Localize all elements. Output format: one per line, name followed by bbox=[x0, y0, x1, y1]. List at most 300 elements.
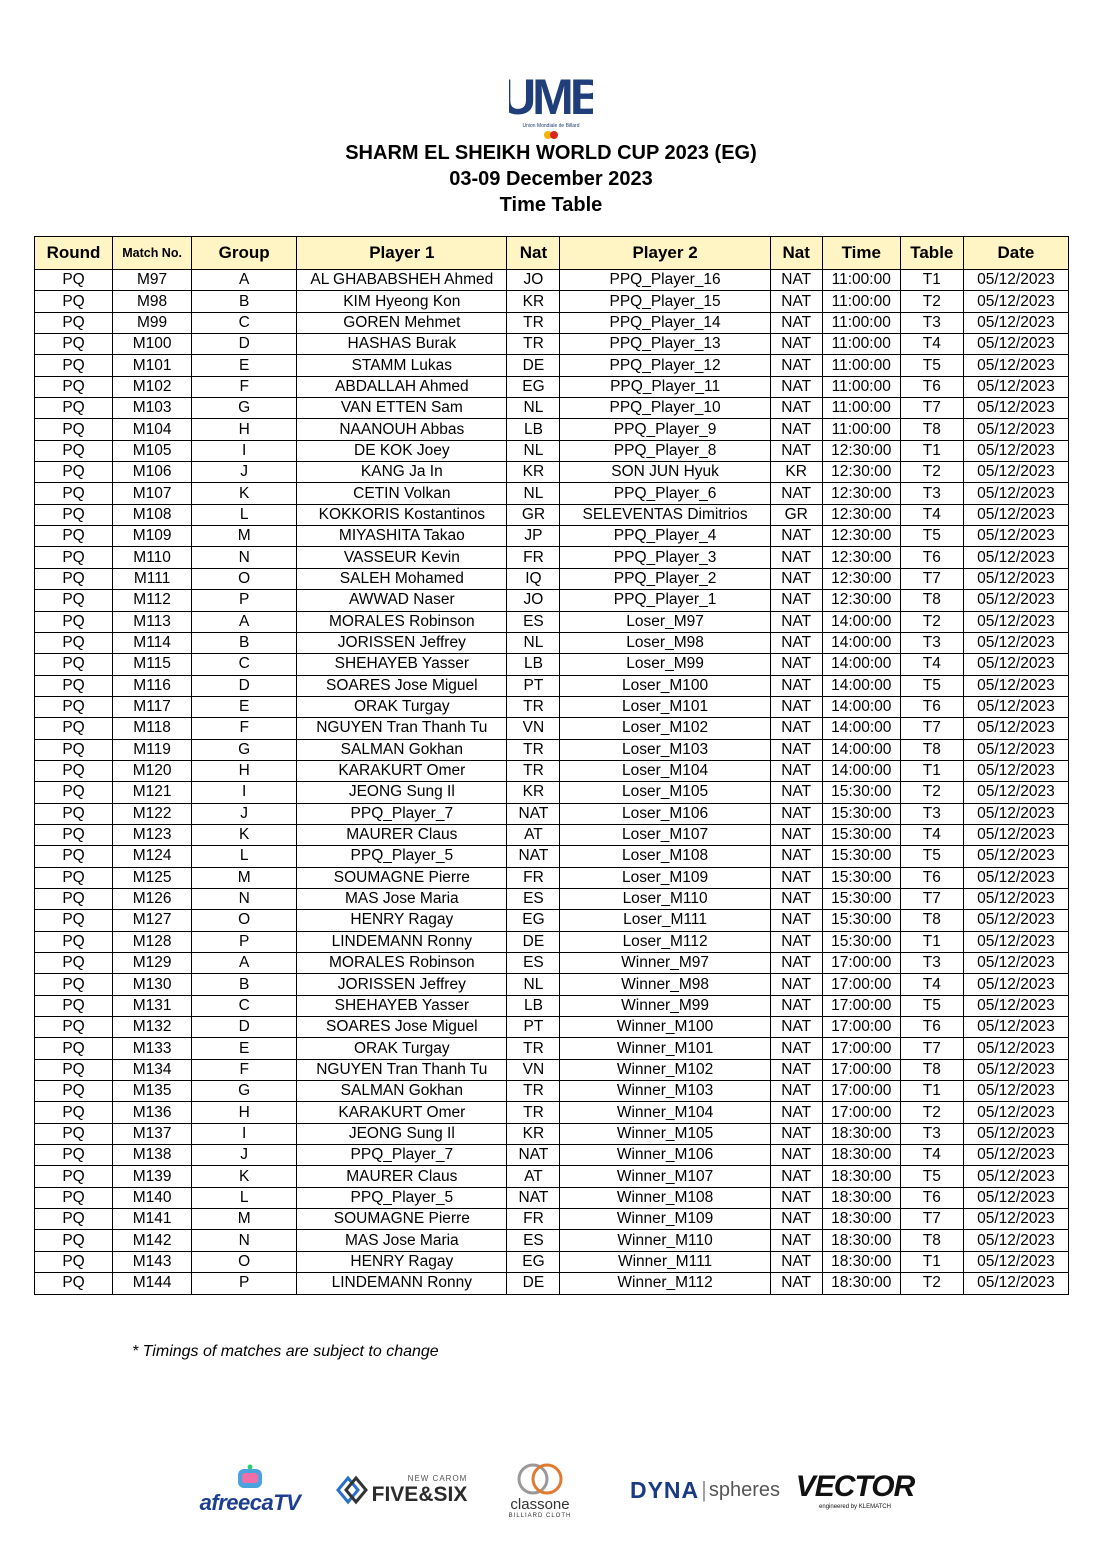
table-cell: M137 bbox=[113, 1123, 192, 1144]
table-cell: 18:30:00 bbox=[822, 1251, 900, 1272]
table-cell: PQ bbox=[35, 718, 113, 739]
table-cell: 15:30:00 bbox=[822, 910, 900, 931]
table-cell: PQ bbox=[35, 953, 113, 974]
table-cell: G bbox=[192, 739, 297, 760]
table-cell: NAT bbox=[770, 1081, 822, 1102]
table-cell: 05/12/2023 bbox=[963, 504, 1068, 525]
table-cell: T6 bbox=[900, 696, 963, 717]
dynaspheres-logo: DYNA | spheres bbox=[629, 1476, 781, 1503]
table-cell: I bbox=[192, 440, 297, 461]
event-dates: 03-09 December 2023 bbox=[449, 168, 653, 190]
table-row bbox=[35, 1102, 1069, 1123]
table-cell: NAT bbox=[770, 1209, 822, 1230]
dyna-text: DYNA bbox=[629, 1476, 700, 1503]
table-cell: NAT bbox=[770, 483, 822, 504]
table-cell: T6 bbox=[900, 1017, 963, 1038]
timing-note: * Timings of matches are subject to change bbox=[132, 1343, 439, 1360]
table-cell: Loser_M109 bbox=[560, 867, 770, 888]
table-cell: Loser_M100 bbox=[560, 675, 770, 696]
table-cell: J bbox=[192, 462, 297, 483]
table-cell: SOUMAGNE Pierre bbox=[297, 1209, 507, 1230]
table-cell: T5 bbox=[900, 526, 963, 547]
table-cell: 05/12/2023 bbox=[963, 291, 1068, 312]
table-row bbox=[35, 718, 1069, 739]
table-cell: PQ bbox=[35, 1145, 113, 1166]
table-cell: KIM Hyeong Kon bbox=[297, 291, 507, 312]
table-cell: DE bbox=[507, 1273, 560, 1294]
table-cell: NAT bbox=[770, 931, 822, 952]
table-cell: M99 bbox=[113, 312, 192, 333]
table-cell: PPQ_Player_7 bbox=[297, 1145, 507, 1166]
table-cell: SALEH Mohamed bbox=[297, 568, 507, 589]
table-cell: PQ bbox=[35, 1209, 113, 1230]
table-cell: 17:00:00 bbox=[822, 974, 900, 995]
table-cell: Loser_M98 bbox=[560, 632, 770, 653]
umb-logo-text: UMB bbox=[509, 69, 593, 125]
table-cell: TR bbox=[507, 1081, 560, 1102]
table-cell: NL bbox=[507, 632, 560, 653]
table-cell: M121 bbox=[113, 782, 192, 803]
table-cell: M119 bbox=[113, 739, 192, 760]
table-cell: O bbox=[192, 568, 297, 589]
table-cell: PQ bbox=[35, 931, 113, 952]
table-row bbox=[35, 1230, 1069, 1251]
table-cell: I bbox=[192, 1123, 297, 1144]
table-cell: 05/12/2023 bbox=[963, 1081, 1068, 1102]
table-cell: E bbox=[192, 696, 297, 717]
table-cell: 17:00:00 bbox=[822, 1038, 900, 1059]
column-header: Nat bbox=[507, 237, 560, 270]
table-cell: NAT bbox=[770, 1102, 822, 1123]
table-cell: 05/12/2023 bbox=[963, 760, 1068, 781]
table-cell: 11:00:00 bbox=[822, 376, 900, 397]
table-cell: 05/12/2023 bbox=[963, 398, 1068, 419]
table-cell: T8 bbox=[900, 590, 963, 611]
table-cell: M134 bbox=[113, 1059, 192, 1080]
table-cell: JEONG Sung Il bbox=[297, 782, 507, 803]
table-cell: PPQ_Player_15 bbox=[560, 291, 770, 312]
column-header: Nat bbox=[770, 237, 822, 270]
table-cell: NAT bbox=[770, 654, 822, 675]
table-cell: L bbox=[192, 504, 297, 525]
table-cell: 18:30:00 bbox=[822, 1166, 900, 1187]
table-cell: SON JUN Hyuk bbox=[560, 462, 770, 483]
table-cell: HENRY Ragay bbox=[297, 910, 507, 931]
table-cell: PPQ_Player_1 bbox=[560, 590, 770, 611]
table-cell: D bbox=[192, 1017, 297, 1038]
table-cell: KANG Ja In bbox=[297, 462, 507, 483]
table-cell: PQ bbox=[35, 611, 113, 632]
table-cell: T3 bbox=[900, 1123, 963, 1144]
table-cell: D bbox=[192, 675, 297, 696]
table-cell: PPQ_Player_12 bbox=[560, 355, 770, 376]
table-cell: 05/12/2023 bbox=[963, 1145, 1068, 1166]
table-cell: Loser_M112 bbox=[560, 931, 770, 952]
page-title: SHARM EL SHEIKH WORLD CUP 2023 (EG) bbox=[345, 142, 757, 164]
table-cell: T1 bbox=[900, 931, 963, 952]
table-cell: VASSEUR Kevin bbox=[297, 547, 507, 568]
table-cell: T1 bbox=[900, 760, 963, 781]
table-cell: FR bbox=[507, 867, 560, 888]
table-cell: Loser_M108 bbox=[560, 846, 770, 867]
table-cell: TR bbox=[507, 1102, 560, 1123]
table-cell: AT bbox=[507, 1166, 560, 1187]
table-cell: M131 bbox=[113, 995, 192, 1016]
table-cell: PQ bbox=[35, 1230, 113, 1251]
table-cell: GR bbox=[507, 504, 560, 525]
table-row bbox=[35, 1166, 1069, 1187]
table-cell: M105 bbox=[113, 440, 192, 461]
table-cell: T1 bbox=[900, 440, 963, 461]
table-row bbox=[35, 739, 1069, 760]
table-cell: Loser_M103 bbox=[560, 739, 770, 760]
table-cell: PQ bbox=[35, 675, 113, 696]
table-cell: Loser_M111 bbox=[560, 910, 770, 931]
table-cell: 12:30:00 bbox=[822, 483, 900, 504]
table-cell: TR bbox=[507, 334, 560, 355]
table-cell: MAURER Claus bbox=[297, 824, 507, 845]
table-cell: G bbox=[192, 1081, 297, 1102]
table-cell: 05/12/2023 bbox=[963, 1187, 1068, 1208]
table-cell: C bbox=[192, 312, 297, 333]
table-cell: T2 bbox=[900, 462, 963, 483]
table-cell: M bbox=[192, 526, 297, 547]
table-cell: PQ bbox=[35, 1102, 113, 1123]
table-cell: B bbox=[192, 632, 297, 653]
table-cell: 05/12/2023 bbox=[963, 888, 1068, 909]
table-cell: T6 bbox=[900, 1187, 963, 1208]
table-cell: 14:00:00 bbox=[822, 611, 900, 632]
table-cell: 12:30:00 bbox=[822, 547, 900, 568]
table-cell: VN bbox=[507, 1059, 560, 1080]
rings-icon bbox=[515, 1462, 565, 1496]
table-cell: NL bbox=[507, 974, 560, 995]
table-row bbox=[35, 355, 1069, 376]
table-cell: M117 bbox=[113, 696, 192, 717]
table-cell: 14:00:00 bbox=[822, 675, 900, 696]
table-cell: PQ bbox=[35, 355, 113, 376]
table-cell: T8 bbox=[900, 1059, 963, 1080]
table-cell: A bbox=[192, 270, 297, 291]
table-cell: M113 bbox=[113, 611, 192, 632]
table-cell: 18:30:00 bbox=[822, 1145, 900, 1166]
table-cell: M bbox=[192, 867, 297, 888]
table-cell: 05/12/2023 bbox=[963, 440, 1068, 461]
table-cell: Winner_M97 bbox=[560, 953, 770, 974]
table-cell: 15:30:00 bbox=[822, 803, 900, 824]
table-cell: T2 bbox=[900, 611, 963, 632]
table-cell: Loser_M102 bbox=[560, 718, 770, 739]
table-cell: M140 bbox=[113, 1187, 192, 1208]
table-cell: 18:30:00 bbox=[822, 1273, 900, 1294]
table-cell: PPQ_Player_9 bbox=[560, 419, 770, 440]
table-cell: T7 bbox=[900, 398, 963, 419]
table-cell: T5 bbox=[900, 675, 963, 696]
table-cell: ES bbox=[507, 611, 560, 632]
table-cell: MORALES Robinson bbox=[297, 953, 507, 974]
table-cell: T1 bbox=[900, 270, 963, 291]
table-cell: 05/12/2023 bbox=[963, 568, 1068, 589]
table-cell: Loser_M99 bbox=[560, 654, 770, 675]
table-cell: Loser_M105 bbox=[560, 782, 770, 803]
table-cell: T2 bbox=[900, 782, 963, 803]
table-cell: NAT bbox=[770, 632, 822, 653]
table-cell: T7 bbox=[900, 718, 963, 739]
table-row bbox=[35, 483, 1069, 504]
table-row bbox=[35, 1038, 1069, 1059]
table-cell: PQ bbox=[35, 334, 113, 355]
table-cell: 05/12/2023 bbox=[963, 1273, 1068, 1294]
column-header: Player 2 bbox=[560, 237, 770, 270]
table-cell: M139 bbox=[113, 1166, 192, 1187]
table-cell: Loser_M97 bbox=[560, 611, 770, 632]
table-cell: T4 bbox=[900, 654, 963, 675]
table-cell: 15:30:00 bbox=[822, 888, 900, 909]
table-cell: HENRY Ragay bbox=[297, 1251, 507, 1272]
table-cell: M122 bbox=[113, 803, 192, 824]
table-cell: MORALES Robinson bbox=[297, 611, 507, 632]
table-cell: M120 bbox=[113, 760, 192, 781]
table-cell: NAT bbox=[507, 1145, 560, 1166]
table-cell: NAT bbox=[770, 910, 822, 931]
table-cell: GOREN Mehmet bbox=[297, 312, 507, 333]
table-cell: T4 bbox=[900, 1145, 963, 1166]
table-cell: JORISSEN Jeffrey bbox=[297, 632, 507, 653]
table-row bbox=[35, 910, 1069, 931]
table-cell: 05/12/2023 bbox=[963, 1059, 1068, 1080]
table-cell: F bbox=[192, 1059, 297, 1080]
afreeca-text: afreecaTV bbox=[199, 1490, 301, 1515]
table-cell: PQ bbox=[35, 760, 113, 781]
table-cell: LB bbox=[507, 419, 560, 440]
table-cell: T8 bbox=[900, 739, 963, 760]
table-cell: PQ bbox=[35, 974, 113, 995]
table-cell: T5 bbox=[900, 846, 963, 867]
table-cell: 12:30:00 bbox=[822, 526, 900, 547]
table-cell: 18:30:00 bbox=[822, 1187, 900, 1208]
table-cell: PPQ_Player_2 bbox=[560, 568, 770, 589]
table-cell: 05/12/2023 bbox=[963, 846, 1068, 867]
table-cell: C bbox=[192, 995, 297, 1016]
table-cell: EG bbox=[507, 1251, 560, 1272]
vector-text: VECTOR bbox=[795, 1470, 915, 1503]
table-cell: T6 bbox=[900, 376, 963, 397]
table-cell: NAT bbox=[770, 696, 822, 717]
vector-logo bbox=[795, 1455, 915, 1525]
table-cell: SALMAN Gokhan bbox=[297, 739, 507, 760]
table-cell: 17:00:00 bbox=[822, 995, 900, 1016]
table-cell: E bbox=[192, 1038, 297, 1059]
table-cell: M112 bbox=[113, 590, 192, 611]
table-body bbox=[35, 270, 1069, 1295]
table-cell: 15:30:00 bbox=[822, 867, 900, 888]
table-cell: PQ bbox=[35, 995, 113, 1016]
umb-logo-mark bbox=[509, 64, 593, 140]
table-cell: T5 bbox=[900, 1166, 963, 1187]
table-cell: M127 bbox=[113, 910, 192, 931]
header-row bbox=[35, 237, 1069, 270]
table-cell: NAT bbox=[770, 419, 822, 440]
table-cell: 12:30:00 bbox=[822, 440, 900, 461]
table-cell: 12:30:00 bbox=[822, 504, 900, 525]
table-cell: NAT bbox=[770, 739, 822, 760]
table-row bbox=[35, 270, 1069, 291]
table-cell: NAT bbox=[770, 803, 822, 824]
table-cell: KOKKORIS Kostantinos bbox=[297, 504, 507, 525]
table-cell: 14:00:00 bbox=[822, 654, 900, 675]
table-cell: PQ bbox=[35, 1038, 113, 1059]
table-cell: PPQ_Player_7 bbox=[297, 803, 507, 824]
table-cell: M124 bbox=[113, 846, 192, 867]
table-row bbox=[35, 760, 1069, 781]
table-row bbox=[35, 953, 1069, 974]
table-cell: 17:00:00 bbox=[822, 1081, 900, 1102]
column-header: Round bbox=[35, 237, 113, 270]
table-row bbox=[35, 846, 1069, 867]
table-cell: ABDALLAH Ahmed bbox=[297, 376, 507, 397]
table-cell: SOUMAGNE Pierre bbox=[297, 867, 507, 888]
table-cell: 05/12/2023 bbox=[963, 483, 1068, 504]
table-cell: NAT bbox=[770, 547, 822, 568]
table-cell: DE bbox=[507, 355, 560, 376]
table-cell: 12:30:00 bbox=[822, 462, 900, 483]
table-cell: T4 bbox=[900, 504, 963, 525]
table-cell: MAURER Claus bbox=[297, 1166, 507, 1187]
table-cell: PQ bbox=[35, 824, 113, 845]
table-row bbox=[35, 931, 1069, 952]
table-cell: M118 bbox=[113, 718, 192, 739]
table-cell: ORAK Turgay bbox=[297, 1038, 507, 1059]
table-row bbox=[35, 462, 1069, 483]
table-cell: T2 bbox=[900, 1273, 963, 1294]
table-cell: 05/12/2023 bbox=[963, 526, 1068, 547]
table-cell: NAT bbox=[507, 846, 560, 867]
table-cell: M107 bbox=[113, 483, 192, 504]
table-cell: M128 bbox=[113, 931, 192, 952]
table-cell: NAT bbox=[770, 568, 822, 589]
column-header: Table bbox=[900, 237, 963, 270]
table-cell: NAT bbox=[770, 1145, 822, 1166]
table-cell: M141 bbox=[113, 1209, 192, 1230]
table-cell: M111 bbox=[113, 568, 192, 589]
table-cell: M136 bbox=[113, 1102, 192, 1123]
table-cell: NAT bbox=[770, 1273, 822, 1294]
time-table bbox=[34, 236, 1069, 1295]
table-cell: NL bbox=[507, 483, 560, 504]
table-cell: N bbox=[192, 547, 297, 568]
table-cell: 17:00:00 bbox=[822, 1017, 900, 1038]
table-cell: T8 bbox=[900, 419, 963, 440]
table-cell: P bbox=[192, 590, 297, 611]
table-cell: M135 bbox=[113, 1081, 192, 1102]
table-row bbox=[35, 590, 1069, 611]
table-cell: NAT bbox=[770, 824, 822, 845]
table-cell: B bbox=[192, 974, 297, 995]
table-cell: PPQ_Player_13 bbox=[560, 334, 770, 355]
table-cell: SHEHAYEB Yasser bbox=[297, 995, 507, 1016]
table-cell: NAT bbox=[770, 611, 822, 632]
table-cell: TR bbox=[507, 312, 560, 333]
umb-logo-subtitle: Union Mondiale de Billard bbox=[522, 123, 580, 129]
table-cell: EG bbox=[507, 376, 560, 397]
table-cell: 05/12/2023 bbox=[963, 654, 1068, 675]
table-cell: Winner_M100 bbox=[560, 1017, 770, 1038]
table-cell: T6 bbox=[900, 547, 963, 568]
table-cell: Winner_M106 bbox=[560, 1145, 770, 1166]
table-cell: T6 bbox=[900, 867, 963, 888]
table-cell: NAT bbox=[770, 675, 822, 696]
spheres-text: spheres bbox=[708, 1478, 781, 1501]
table-cell: 05/12/2023 bbox=[963, 867, 1068, 888]
table-cell: PQ bbox=[35, 568, 113, 589]
table-cell: ES bbox=[507, 1230, 560, 1251]
table-cell: F bbox=[192, 718, 297, 739]
table-cell: 05/12/2023 bbox=[963, 376, 1068, 397]
table-cell: T1 bbox=[900, 1251, 963, 1272]
table-cell: T7 bbox=[900, 1209, 963, 1230]
table-cell: M102 bbox=[113, 376, 192, 397]
table-cell: 05/12/2023 bbox=[963, 803, 1068, 824]
table-cell: PQ bbox=[35, 1059, 113, 1080]
table-cell: PQ bbox=[35, 846, 113, 867]
table-cell: 17:00:00 bbox=[822, 953, 900, 974]
table-cell: PQ bbox=[35, 632, 113, 653]
table-cell: 14:00:00 bbox=[822, 632, 900, 653]
table-cell: 05/12/2023 bbox=[963, 462, 1068, 483]
table-cell: T1 bbox=[900, 1081, 963, 1102]
table-cell: Winner_M112 bbox=[560, 1273, 770, 1294]
table-cell: T4 bbox=[900, 824, 963, 845]
table-cell: NAT bbox=[770, 782, 822, 803]
table-cell: PQ bbox=[35, 1081, 113, 1102]
table-cell: DE bbox=[507, 931, 560, 952]
table-cell: VAN ETTEN Sam bbox=[297, 398, 507, 419]
table-cell: M101 bbox=[113, 355, 192, 376]
table-cell: T3 bbox=[900, 803, 963, 824]
afreeca-logo bbox=[190, 1455, 310, 1525]
table-cell: 14:00:00 bbox=[822, 696, 900, 717]
table-row bbox=[35, 654, 1069, 675]
table-cell: EG bbox=[507, 910, 560, 931]
table-cell: PPQ_Player_14 bbox=[560, 312, 770, 333]
table-cell: 15:30:00 bbox=[822, 782, 900, 803]
table-cell: Winner_M109 bbox=[560, 1209, 770, 1230]
table-cell: PPQ_Player_5 bbox=[297, 846, 507, 867]
table-cell: 05/12/2023 bbox=[963, 718, 1068, 739]
table-cell: Winner_M102 bbox=[560, 1059, 770, 1080]
table-cell: M132 bbox=[113, 1017, 192, 1038]
table-cell: 11:00:00 bbox=[822, 355, 900, 376]
vector-sub-text: engineered by KLEMATCH bbox=[819, 1504, 891, 1510]
table-cell: PQ bbox=[35, 291, 113, 312]
table-row bbox=[35, 291, 1069, 312]
table-cell: LINDEMANN Ronny bbox=[297, 931, 507, 952]
table-cell: MAS Jose Maria bbox=[297, 1230, 507, 1251]
table-cell: JEONG Sung Il bbox=[297, 1123, 507, 1144]
table-cell: PQ bbox=[35, 398, 113, 419]
table-cell: M130 bbox=[113, 974, 192, 995]
table-cell: Loser_M104 bbox=[560, 760, 770, 781]
table-cell: NAT bbox=[770, 888, 822, 909]
table-cell: MIYASHITA Takao bbox=[297, 526, 507, 547]
table-cell: PQ bbox=[35, 910, 113, 931]
table-cell: PPQ_Player_3 bbox=[560, 547, 770, 568]
table-cell: KARAKURT Omer bbox=[297, 1102, 507, 1123]
table-cell: SELEVENTAS Dimitrios bbox=[560, 504, 770, 525]
table-cell: DE KOK Joey bbox=[297, 440, 507, 461]
fivesix-text: FIVE&SIX bbox=[371, 1482, 468, 1506]
table-cell: M114 bbox=[113, 632, 192, 653]
